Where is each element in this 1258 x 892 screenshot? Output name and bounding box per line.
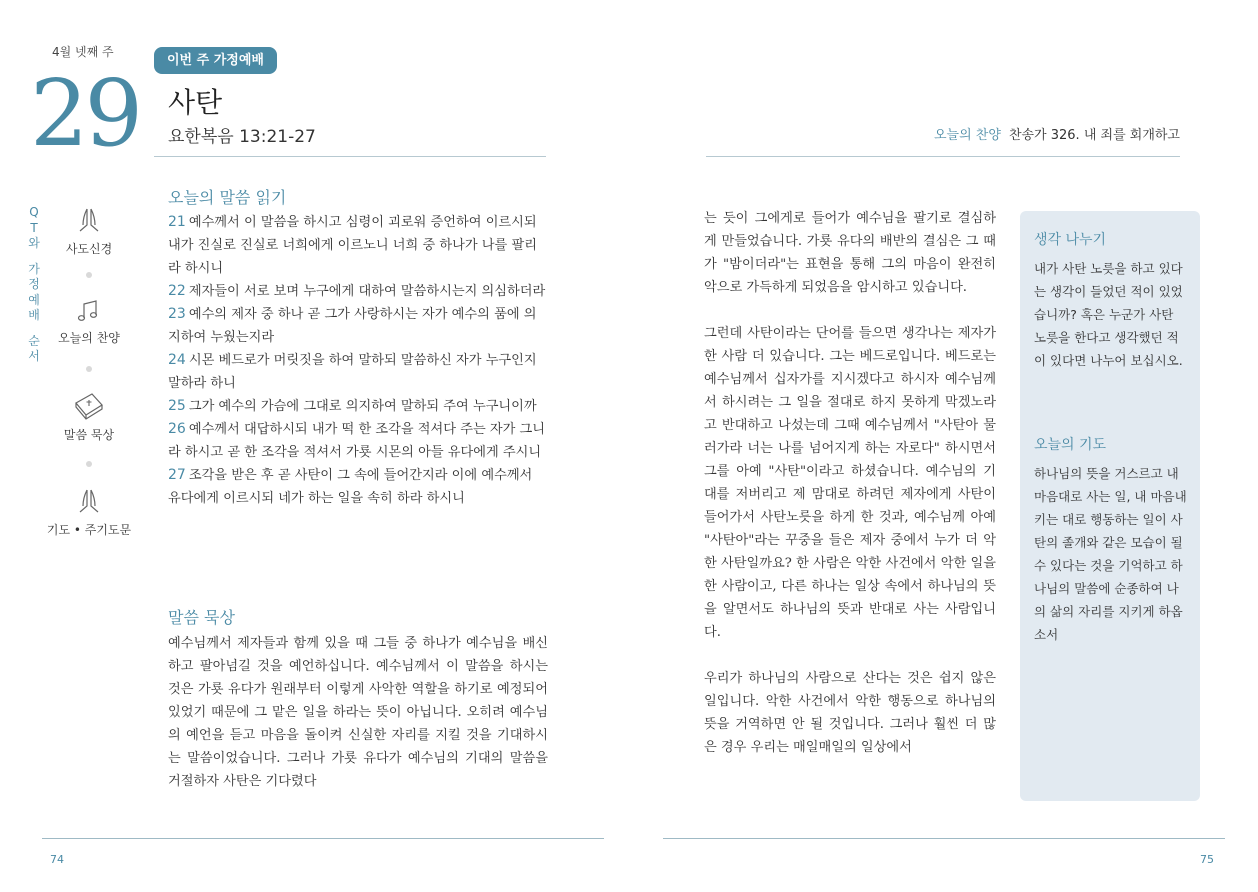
order-item-prayer [44,486,134,538]
verse-number: 26 [168,421,186,437]
share-heading: 생각 나누기 [1034,232,1107,248]
vertical-char: 서 [28,349,40,363]
praying-hands-icon [74,205,104,235]
hymn-label: 오늘의 찬양 [934,128,1001,143]
verse [168,349,548,395]
order-item-meditation [44,391,134,443]
verse-text: 예수께서 대답하시되 내가 떡 한 조각을 적셔다 주는 자가 그니라 하시고 곧 한 조각을 적셔서 가룟 시몬의 아들 유다에게 주시니 [168,422,546,460]
reading-heading: 오늘의 말씀 읽기 [168,188,287,207]
today-hymn [706,124,1180,143]
order-separator-dot [86,366,92,372]
paragraph: 우리가 하나님의 사람으로 산다는 것은 쉽지 않은 일입니다. 악한 사건에서 악한 행동으로 하나님의 뜻을 거역하면 안 될 것입니다. 그러나 훨씬 더 많은 경우 우리는 매일매일의 일상에서 [704,671,996,755]
paragraph: 는 듯이 그에게로 들어가 예수님을 팔기로 결심하게 만들었습니다. 가룟 유다의 배반의 결심은 그 때가 "밤이더라"는 표현을 통해 그의 마음이 완전히 악으로 가득하게 되었음을 암시하고 있습니다. [704,211,996,295]
paragraph: 그런데 사탄이라는 단어를 들으면 생각나는 제자가 한 사람 더 있습니다. 그는 베드로입니다. 베드로는 예수님께서 십자가를 지시겠다고 하시자 예수님께서 하시려는 그 일을 절대로 하지 못하게 막겠노라고 반대하고 나섰는데 그때 예수님께서 "사탄아 물러가라 너는 나를 넘어지게 하는 자로다" 하시면서 그를 아예 "사탄"이라고 하셨습니다. 예수님의 기대를 저버리고 제 맘대로 하려던 제자에게 사탄이 들어가서 사탄노릇을 하게 한 것과, 예수님께 아예 "사탄아"라는 꾸중을 들은 제자 중에서 누가 더 악한 사탄일까요? 한 사람은 악한 사건에서 악한 일을 한 사람이고, 다른 하나는 일상 속에서 하나님의 뜻을 알면서도 하나님의 뜻과 반대로 사는 사람입니다. [704,326,996,640]
verse-text: 조각을 받은 후 곧 사탄이 그 속에 들어간지라 이에 예수께서 유다에게 이르시되 네가 하는 일을 속히 하라 하시니 [168,468,533,506]
sidebar-box [1020,211,1200,801]
page-title: 사탄 [168,86,223,119]
vertical-char: 와 [28,236,40,250]
verse-number: 27 [168,467,186,483]
header-divider-right [706,156,1180,157]
praying-hands-icon [74,486,104,516]
vertical-char: 배 [28,308,40,322]
verse-text: 시몬 베드로가 머릿짓을 하여 말하되 말씀하신 자가 누구인지 말하라 하니 [168,353,537,391]
verse [168,395,548,418]
vertical-char: 정 [28,277,40,291]
footer-divider-right [663,838,1225,839]
scripture-reference: 요한복음 13:21-27 [168,127,316,147]
verse-number: 24 [168,352,186,368]
verse-number: 21 [168,214,186,230]
verse-text: 그가 예수의 가슴에 그대로 의지하여 말하되 주여 누구니이까 [188,399,537,414]
family-worship-badge: 이번 주 가정예배 [154,47,277,74]
vertical-char: Q [29,205,39,219]
meditation-heading: 말씀 묵상 [168,608,235,627]
bible-icon [73,391,105,421]
prayer-text: 하나님의 뜻을 거스르고 내 마음대로 사는 일, 내 마음내키는 대로 행동하는 일이 사탄의 졸개와 같은 모습이 될 수 있다는 것을 기억하고 하나님의 말씀에 순종하여 나의 삶의 자리를 지키게 하옵소서 [1034,466,1187,642]
verse [168,211,548,280]
verse-text: 제자들이 서로 보며 누구에게 대하여 말씀하시는지 의심하더라 [188,284,546,299]
verse-text: 예수의 제자 중 하나 곧 그가 사랑하시는 자가 예수의 품에 의지하여 누웠는지라 [168,307,537,345]
meditation-text: 예수님께서 제자들과 함께 있을 때 그들 중 하나가 예수님을 배신하고 팔아넘길 것을 예언하십니다. 예수님께서 이 말씀을 하시는 것은 가룟 유다가 원래부터 이렇게 사악한 역할을 하기로 예정되어 있었기 때문에 그 맡은 일을 하라는 뜻이 아닙니다. 오히려 예수님의 예언을 듣고 마음을 돌이켜 신실한 자리를 지킬 것을 기대하시는 말씀이었습니다. 그러나 가룟 유다가 예수님의 기대의 말씀을 거절하자 사탄은 기다렸다 [168,636,548,789]
verse-text: 예수께서 이 말씀을 하시고 심령이 괴로워 증언하여 이르시되 내가 진실로 진실로 너희에게 이르노니 너희 중 하나가 나를 팔리라 하시니 [168,215,537,276]
vertical-char: 가 [28,261,40,276]
vertical-char: T [30,220,38,235]
verse [168,418,548,464]
order-item-label: 사도신경 [65,242,113,256]
week-label: 4월 넷째 주 [52,45,114,59]
page-number-right: 75 [1200,853,1214,866]
order-separator-dot [86,272,92,278]
share-text: 내가 사탄 노릇을 하고 있다는 생각이 들었던 적이 있었습니까? 혹은 누군가 사탄 노릇을 한다고 생각했던 적이 있다면 나누어 보십시오. [1034,261,1183,368]
vertical-order-label [26,205,42,365]
order-item-label: 말씀 묵상 [63,428,115,442]
music-note-icon [74,298,104,324]
order-item-label: 오늘의 찬양 [58,331,120,345]
page-number-left: 74 [50,853,64,866]
hymn-value: 찬송가 326. 내 죄를 회개하고 [1008,128,1180,143]
order-separator-dot [86,461,92,467]
header-divider-left [154,156,546,157]
day-number: 29 [30,60,140,167]
order-item-creed [44,205,134,257]
verse-number: 22 [168,283,186,299]
order-item-label: 기도 • 주기도문 [46,523,132,537]
prayer-heading: 오늘의 기도 [1034,437,1107,453]
verse-number: 23 [168,306,186,322]
vertical-char: 예 [28,292,40,307]
verse-number: 25 [168,398,186,414]
verse [168,303,548,349]
verse [168,464,548,510]
vertical-char [26,324,42,334]
vertical-char [26,252,42,262]
verse-list [168,211,548,510]
verse [168,280,548,303]
order-item-hymn [44,298,134,346]
vertical-char: 순 [28,333,40,348]
footer-divider-left [42,838,604,839]
meditation-continued [704,207,996,782]
